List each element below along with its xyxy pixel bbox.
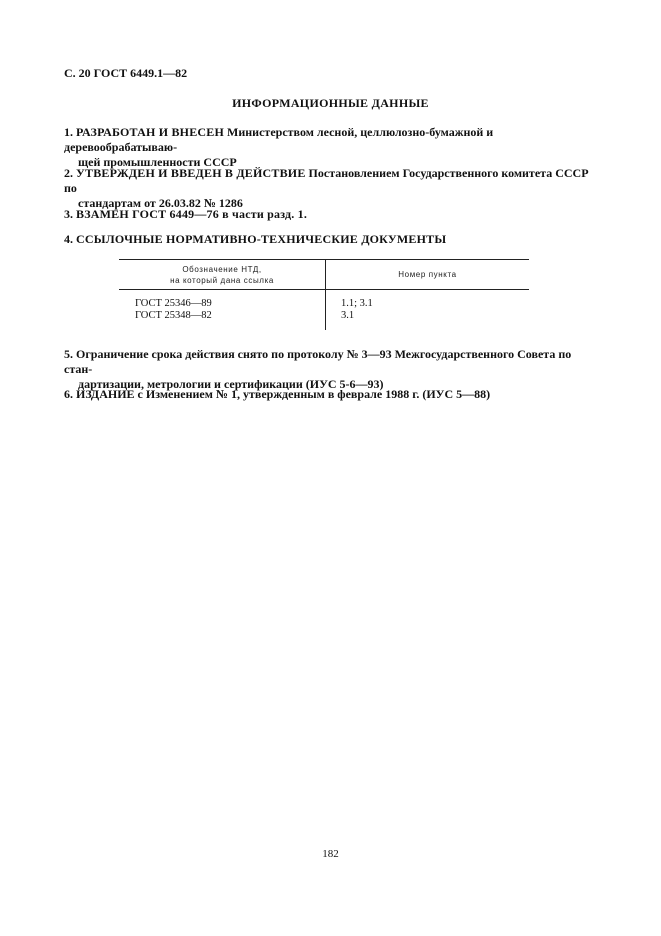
- item-lead: РАЗРАБОТАН И ВНЕСЕН: [76, 125, 225, 139]
- item-number: 2.: [64, 166, 73, 180]
- item-number: 4.: [64, 232, 73, 246]
- table-header-rule: [119, 289, 529, 290]
- info-item-6: [64, 387, 599, 402]
- info-item-1: [64, 125, 599, 170]
- info-item-2: [64, 166, 599, 211]
- table-cell-clause: 1.1; 3.1: [341, 298, 373, 309]
- item-text: Постановлением Государственного комитета СССР по: [64, 166, 589, 195]
- item-number: 5.: [64, 347, 73, 361]
- table-cell-doc: ГОСТ 25348—82: [135, 310, 212, 321]
- table-cell-doc: ГОСТ 25346—89: [135, 298, 212, 309]
- references-table: [119, 259, 529, 330]
- item-text-continued: стандартам от 26.03.82 № 1286: [78, 196, 243, 210]
- section-title: ИНФОРМАЦИОННЫЕ ДАННЫЕ: [232, 96, 429, 110]
- item-lead: УТВЕРЖДЕН И ВВЕДЕН В ДЕЙСТВИЕ: [76, 166, 306, 180]
- table-cell-clause: 3.1: [341, 310, 355, 321]
- item-number: 3.: [64, 207, 73, 221]
- info-item-4: [64, 232, 599, 247]
- item-text: Министерством лесной, целлюлозно-бумажной и деревообрабатываю-: [64, 125, 494, 154]
- item-text: Ограничение срока действия снято по протоколу № 3—93 Межгосударственного Совета по стан-: [64, 347, 572, 376]
- column-header-clause: Номер пункта: [398, 270, 457, 279]
- item-lead: ВЗАМЕН ГОСТ 6449—76 в части разд. 1.: [76, 207, 308, 221]
- item-number: 6.: [64, 387, 73, 401]
- page-number: 182: [322, 848, 339, 860]
- info-item-3: [64, 207, 599, 222]
- item-lead: ССЫЛОЧНЫЕ НОРМАТИВНО-ТЕХНИЧЕСКИЕ ДОКУМЕНТЫ: [76, 232, 447, 246]
- info-item-5: [64, 347, 599, 392]
- table-top-rule: [119, 259, 529, 260]
- page-header: С. 20 ГОСТ 6449.1—82: [64, 66, 188, 80]
- item-text-continued: дартизации, метрологии и сертификации (ИУС 5-6—93): [78, 377, 384, 391]
- item-number: 1.: [64, 125, 73, 139]
- item-text: ИЗДАНИЕ с Изменением № 1, утвержденным в феврале 1988 г. (ИУС 5—88): [76, 387, 491, 401]
- item-text-continued: щей промышленности СССР: [78, 155, 237, 169]
- column-header-document: Обозначение НТД, на который дана ссылка: [170, 265, 274, 285]
